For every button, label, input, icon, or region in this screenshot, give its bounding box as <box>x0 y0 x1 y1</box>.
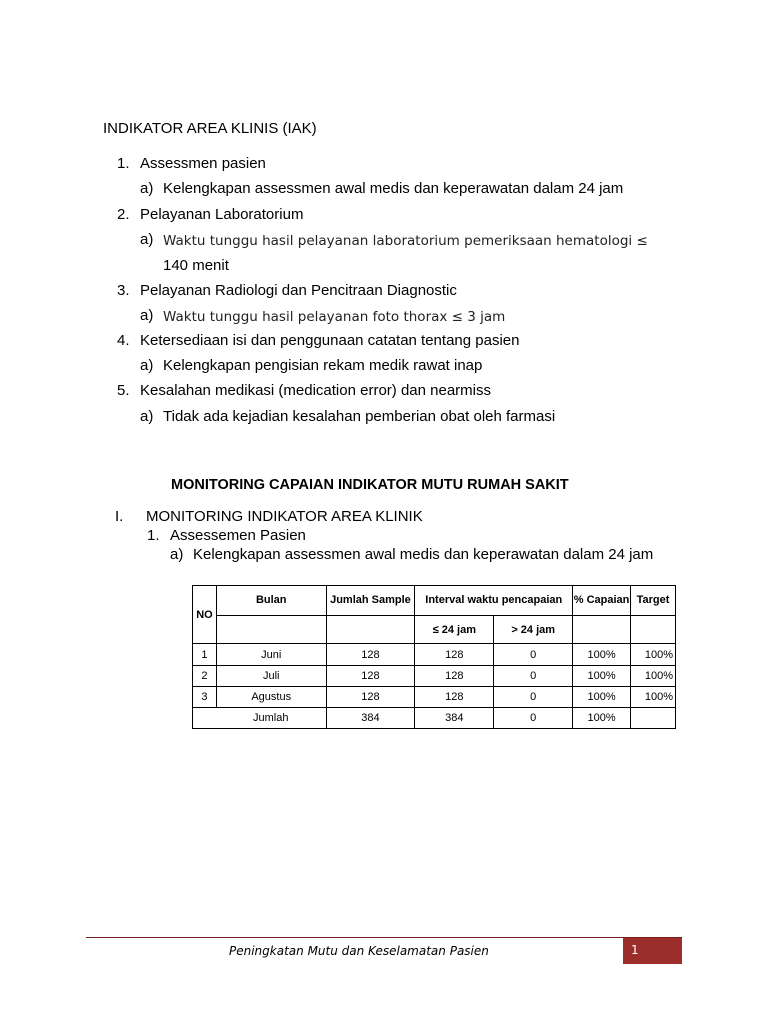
table-row <box>193 687 676 708</box>
cell-gt24: 0 <box>494 687 573 708</box>
cell-target: 100% <box>631 644 676 666</box>
header-bulan-empty <box>216 616 326 644</box>
page-number-badge <box>623 938 682 964</box>
list-item-label: Kesalahan medikasi (medication error) dan nearmiss <box>140 382 491 399</box>
sub-item-letter: a) <box>140 307 154 324</box>
page-number: 1 <box>631 943 639 957</box>
sub-item-text: Kelengkapan assessmen awal medis dan keperawatan dalam 24 jam <box>163 180 624 197</box>
sub-item-letter: a) <box>140 180 154 197</box>
list-item-label: Pelayanan Laboratorium <box>140 206 304 223</box>
header-interval: Interval waktu pencapaian <box>415 586 573 616</box>
header-le24: ≤ 24 jam <box>415 616 494 644</box>
header-capaian-empty <box>573 616 631 644</box>
list-item-label: Pelayanan Radiologi dan Pencitraan Diagnostic <box>140 282 457 299</box>
cell-gt24: 0 <box>494 644 573 666</box>
cell-total-capaian: 100% <box>573 708 631 729</box>
list-item-number: 2. <box>117 206 130 223</box>
header-jumlah-sample: Jumlah Sample <box>326 586 415 616</box>
sub-item-letter: a) <box>170 546 184 563</box>
cell-sample: 128 <box>326 666 415 687</box>
list-item-number: 5. <box>117 382 130 399</box>
table-row <box>193 666 676 687</box>
cell-target: 100% <box>631 666 676 687</box>
list-item-label: Assessmen pasien <box>140 155 266 172</box>
section-title: INDIKATOR AREA KLINIS (IAK) <box>103 120 317 137</box>
header-no: NO <box>193 586 217 644</box>
cell-total-label: Jumlah <box>193 708 327 729</box>
list-item-number: 1. <box>117 155 130 172</box>
cell-total-le24: 384 <box>415 708 494 729</box>
cell-capaian: 100% <box>573 687 631 708</box>
sub-item-text: Tidak ada kejadian kesalahan pemberian obat oleh farmasi <box>163 408 556 425</box>
cell-sample: 128 <box>326 687 415 708</box>
cell-gt24: 0 <box>494 666 573 687</box>
header-sample-empty <box>326 616 415 644</box>
sub-item-text: Kelengkapan assessmen awal medis dan keperawatan dalam 24 jam <box>193 546 654 563</box>
header-capaian: % Capaian <box>573 586 631 616</box>
cell-no: 3 <box>193 687 217 708</box>
footer-text: Peningkatan Mutu dan Keselamatan Pasien <box>229 944 489 958</box>
sub-item-text: Waktu tunggu hasil pelayanan foto thorax ≤ 3 jam <box>163 309 506 325</box>
sub-item-continuation: 140 menit <box>163 257 229 274</box>
cell-bulan: Agustus <box>216 687 326 708</box>
header-gt24: > 24 jam <box>494 616 573 644</box>
sub-item-text: Kelengkapan pengisian rekam medik rawat inap <box>163 357 483 374</box>
cell-le24: 128 <box>415 687 494 708</box>
monitoring-title: MONITORING CAPAIAN INDIKATOR MUTU RUMAH SAKIT <box>171 477 569 493</box>
cell-total-target <box>631 708 676 729</box>
cell-target: 100% <box>631 687 676 708</box>
cell-no: 2 <box>193 666 217 687</box>
sub-item-letter: a) <box>140 231 154 248</box>
header-target: Target <box>631 586 676 616</box>
cell-le24: 128 <box>415 666 494 687</box>
table-total-row <box>193 708 676 729</box>
cell-bulan: Juli <box>216 666 326 687</box>
header-bulan: Bulan <box>216 586 326 616</box>
roman-numeral: I. <box>115 508 124 525</box>
cell-capaian: 100% <box>573 666 631 687</box>
sub-item-letter: a) <box>140 357 154 374</box>
cell-le24: 128 <box>415 644 494 666</box>
monitoring-table <box>192 585 676 729</box>
cell-sample: 128 <box>326 644 415 666</box>
cell-capaian: 100% <box>573 644 631 666</box>
cell-bulan: Juni <box>216 644 326 666</box>
list-item-number: 3. <box>117 282 130 299</box>
table-row <box>193 644 676 666</box>
sub-item-text: Waktu tunggu hasil pelayanan laboratorium pemeriksaan hematologi ≤ <box>163 233 648 249</box>
list-item-number: 4. <box>117 332 130 349</box>
list-item-label: Assessemen Pasien <box>170 527 306 544</box>
header-target-empty <box>631 616 676 644</box>
footer-divider <box>86 937 682 938</box>
cell-total-sample: 384 <box>326 708 415 729</box>
list-item-number: 1. <box>147 527 160 544</box>
monitoring-subtitle: MONITORING INDIKATOR AREA KLINIK <box>146 508 423 525</box>
list-item-label: Ketersediaan isi dan penggunaan catatan tentang pasien <box>140 332 520 349</box>
sub-item-letter: a) <box>140 408 154 425</box>
cell-total-gt24: 0 <box>494 708 573 729</box>
cell-no: 1 <box>193 644 217 666</box>
